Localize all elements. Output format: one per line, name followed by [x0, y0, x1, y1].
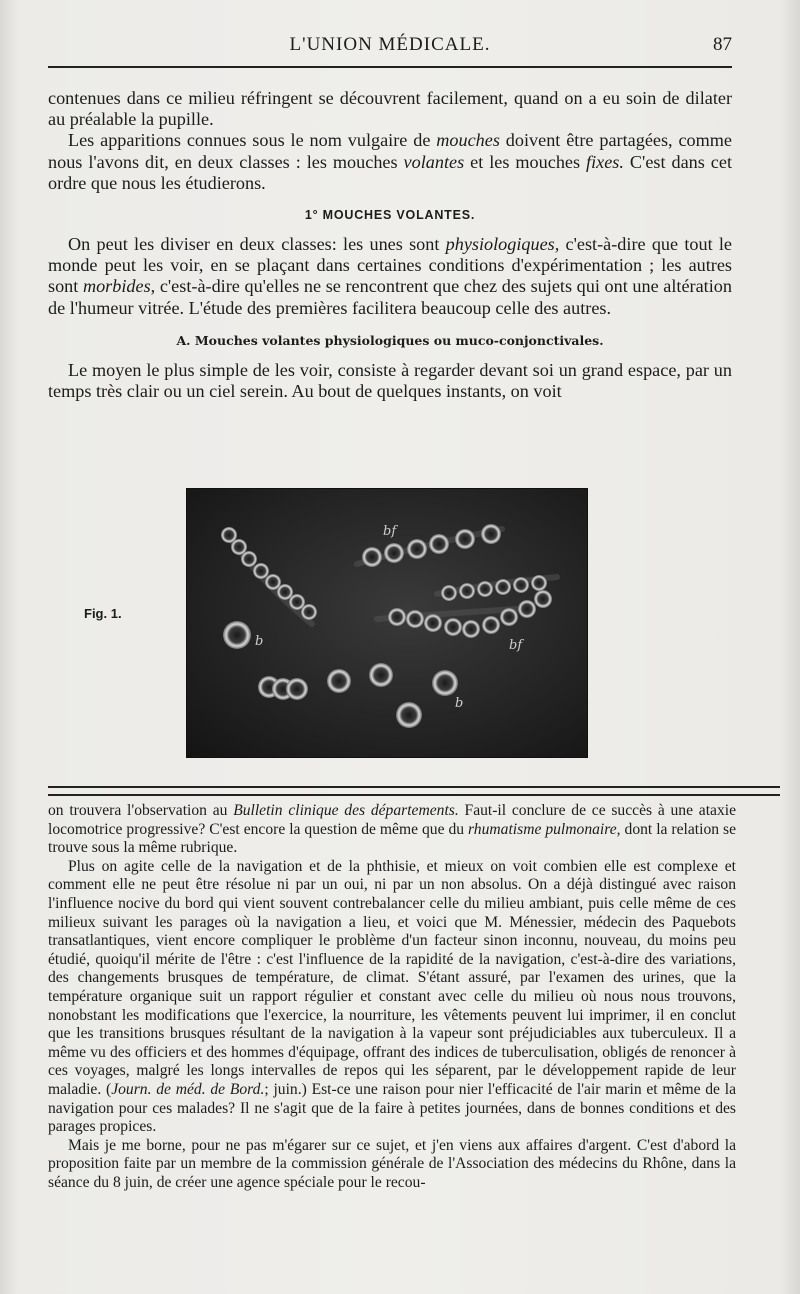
paragraph-navigation: Plus on agite celle de la navigation et de la phthisie, et mieux on voit combien elle est complexe et comment elle ne peut être résolue ni par un oui, ni par un non absolus. On a déjà distingué avec raison l'influence nocive du bord qui vient souvent contrebalancer celle du milieu ambiant, puis celle même de ces milieux suivant les parages où la navigation a lieu, et voici que M. Ménessier, médecin des Paquebots transatlantiques, vient encore compliquer le problème d'un facteur sinon inconnu, nouveau, du moins peu étudié, quoiqu'il mérite de l'être : c'est l'influence de la rapidité de la navigation, c'est-à-dire des variations, des changements brusques de température, de climat. S'étant assuré, par l'examen des urines, que la température organique suit un rapport régulier et constant avec celle du milieu où nous nous trouvons, nonobstant les modifications que l'exercice, la nourriture, les vêtements peuvent lui imprimer, il en conclut que les transitions brusques résultant de la navigation à la vapeur sont préjudiciables aux tuberculeux. Il a même vu des officiers et des hommes d'équipage, offrant des indices de tuberculisation, obligés de renoncer à ces voyages, malgré les longs intervalles de repos qui les séparent, par le développement rapide de leur maladie. (Journ. de méd. de Bord.; juin.) Est-ce une raison pour nier l'efficacité de l'air marin et même de la navigation pour ces malades? Il ne s'agit que de la faire à petites journées, dans de bonnes conditions et des parages propices. [48, 857, 736, 1136]
running-title: L'UNION MÉDICALE. [289, 34, 491, 55]
paragraph-classes: On peut les diviser en deux classes: les unes sont physiologiques, c'est-à-dire que tout le monde peut les voir, en se plaçant dans certaines conditions d'expérimentation ; les autres sont morbides, c'est-à-dire qu'elles ne se rencontrent que chez des sujets qui ont une altération de l'humeur vitrée. L'étude des premières facilitera beaucoup celle des autres. [48, 234, 732, 318]
subsection-heading: A. Mouches volantes physiologiques ou muco-conjonctivales. [176, 332, 604, 348]
paragraph-bulletin: on trouvera l'observation au Bulletin clinique des départements. Faut-il conclure de ce succès à une ataxie locomotrice progressive? C'est encore la question de même que du rhumatisme pulmonaire, dont la relation se trouve sous la même rubrique. [48, 802, 737, 857]
header-rule [48, 66, 732, 68]
annotation-b-left: b [255, 634, 264, 649]
paragraph-apparitions: Les apparitions connues sous le nom vulgaire de mouches doivent être partagées, comme nous l'avons dit, en deux classes : les mouches volantes et les mouches fixes. C'est dans cet ordre que nous les étudierons. [48, 130, 732, 193]
upper-text-block [48, 88, 732, 402]
figure-label: Fig. 1. [84, 606, 122, 621]
annotation-bf-right: bf [509, 638, 523, 653]
running-head [48, 32, 732, 62]
lower-text-block [48, 802, 736, 1192]
figure-floaters-engraving [186, 488, 588, 758]
floaters-illustration [187, 489, 587, 757]
annotation-bf-top: bf [383, 524, 397, 539]
cell-chain-curved [221, 527, 317, 620]
annotation-b-bottom: b [455, 696, 464, 711]
section-heading: 1° MOUCHES VOLANTES. [304, 208, 476, 223]
page-number: 87 [713, 34, 732, 55]
paragraph-continuation: contenues dans ce milieu réfringent se découvrent facilement, quand on a eu soin de dilater au préalable la pupille. [48, 88, 732, 130]
paragraph-argent: Mais je me borne, pour ne pas m'égarer sur ce sujet, et j'en viens aux affaires d'argent. C'est d'abord la proposition faite par un membre de la commission générale de l'Association des médecins du Rhône, dans la séance du 8 juin, de créer une agence spéciale pour le recou- [48, 1136, 736, 1191]
paragraph-moyen: Le moyen le plus simple de les voir, consiste à regarder devant soi un grand espace, par un temps très clair ou un ciel serein. Au bout de quelques instants, on voit [48, 359, 732, 402]
feuilleton-divider [48, 786, 780, 796]
